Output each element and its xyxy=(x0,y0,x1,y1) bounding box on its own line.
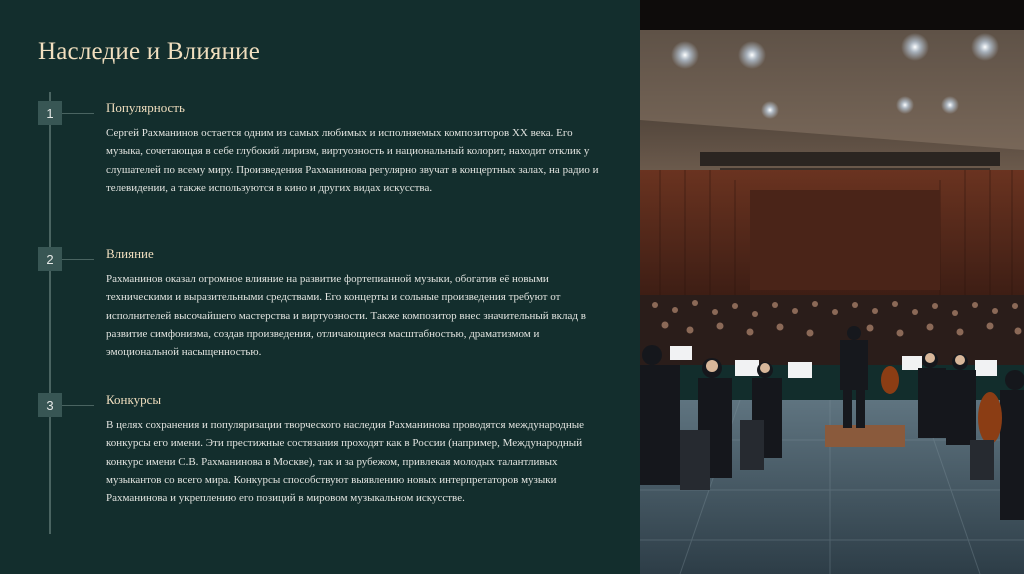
slide-title: Наследие и Влияние xyxy=(38,38,261,65)
orchestra-concert-hall-photo xyxy=(640,0,1024,574)
step-connector xyxy=(62,259,94,260)
item-text: Рахманинов оказал огромное влияние на развитие фортепианной музыки, обогатив её новыми техническими и выразительными средствами. Его концерты и сольные произведения требуют от исполнителей высочайшего мастерства и виртуозности. Также композитор внес значительный вклад в развитие симфонизма, создав произведения, отличающиеся масштабностью, драматизмом и эмоциональной насыщенностью. xyxy=(106,273,586,359)
item-title: Конкурсы xyxy=(106,392,162,407)
step-number-3: 3 xyxy=(38,393,62,417)
step-number-2: 2 xyxy=(38,247,62,271)
step-connector xyxy=(62,113,94,114)
step-number-1: 1 xyxy=(38,101,62,125)
item-title: Популярность xyxy=(106,100,185,115)
timeline-line xyxy=(49,92,51,534)
step-connector xyxy=(62,405,94,406)
item-title: Влияние xyxy=(106,246,154,261)
item-text: Сергей Рахманинов остается одним из самых любимых и исполняемых композиторов XX века. Его музыка, сочетающая в себе глубокий лиризм, виртуозность и национальный колорит, находит отклик у слушателей по всему миру. Произведения Рахманинова регулярно звучат в концертных залах, на радио и телевидении, а также используются в кино и других видах искусства. xyxy=(106,127,599,194)
item-text: В целях сохранения и популяризации творческого наследия Рахманинова проводятся международные конкурсы его имени. Эти престижные состязания проходят как в России (например, Международный конкурс имени С.В. Рахманинова в Москве), так и за рубежом, привлекая молодых талантливых музыкантов со всего мира. Конкурсы способствуют выявлению новых интерпретаторов музыки Рахманинова и укреплению его позиций в мировом музыкальном искусстве. xyxy=(106,419,585,505)
